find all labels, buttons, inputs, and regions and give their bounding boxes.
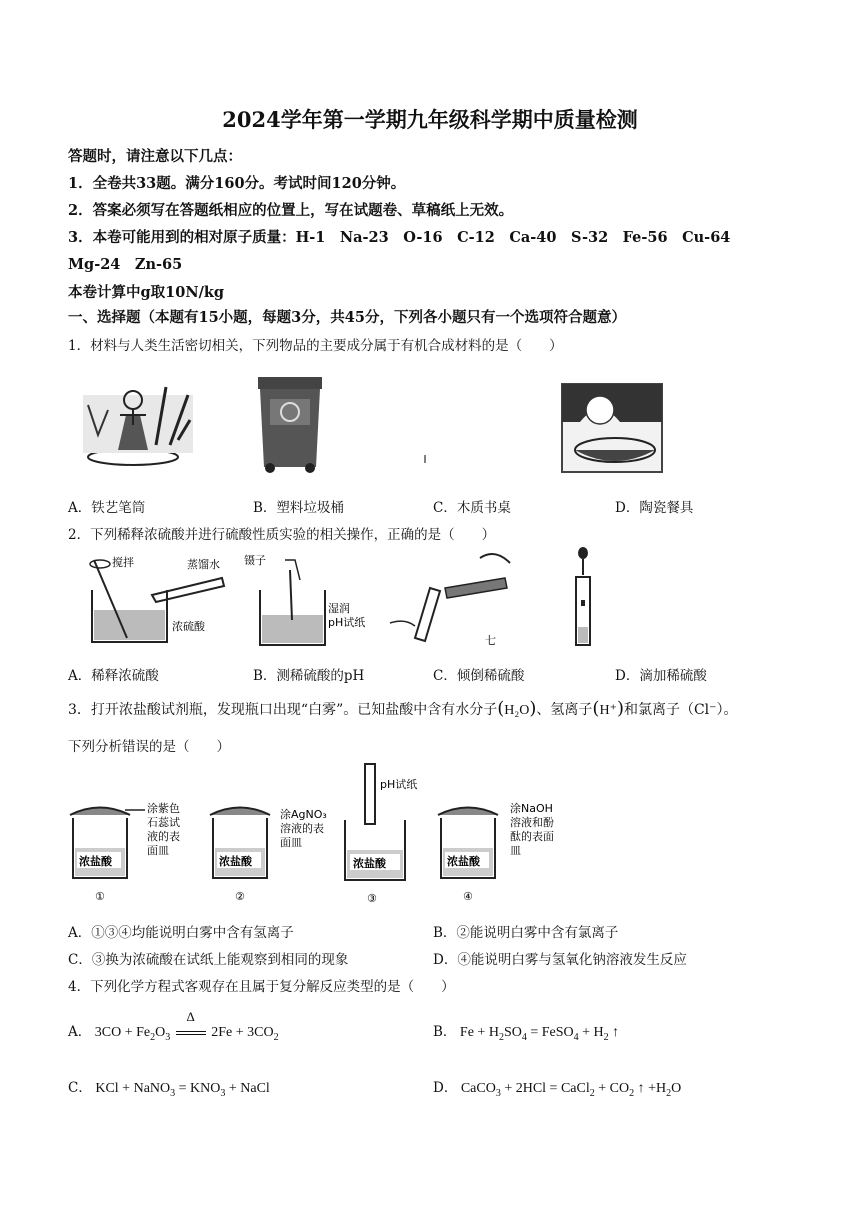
q2-stem: 2．下列稀释浓硫酸并进行硫酸性质实验的相关操作，正确的是（ ）: [68, 527, 496, 543]
q3-beaker-3-label: 浓盐酸: [353, 857, 386, 870]
q4-option-d-label: D．: [433, 1080, 458, 1096]
q1-image-a-pen-holder: [78, 375, 198, 470]
note-3-cont: Mg-24 Zn-65: [68, 256, 183, 273]
q3-option-d[interactable]: D．④能说明白雾与氢氧化钠溶液发生反应: [433, 952, 687, 968]
q3-beaker-3: [345, 764, 417, 905]
q4-stem: 4．下列化学方程式客观存在且属于复分解反应类型的是（ ）: [68, 979, 455, 995]
q3-ph-label: pH试纸: [380, 778, 418, 791]
q3-stem-line1: 3．打开浓盐酸试剂瓶，发现瓶口出现“白雾”。已知盐酸中含有水分子(H₂O)、氢离子(H⁺)和氯离子（Cl⁻）。: [68, 698, 738, 719]
q4-option-a[interactable]: A． $3CO + Fe_2O_3$ Δ $2Fe + 3CO_2$: [68, 1009, 279, 1043]
q3-num-2: ②: [235, 890, 245, 903]
q1-image-d-ceramic-tableware: [560, 382, 665, 474]
svg-text:七: 七: [485, 634, 496, 647]
q2-label-ph-paper: pH试纸: [328, 616, 366, 629]
q3-num-4: ④: [463, 890, 473, 903]
q3-beaker-1-label: 浓盐酸: [79, 855, 112, 868]
note-2: 2．答案必须写在答题纸相应的位置上，写在试题卷、草稿纸上无效。: [68, 202, 514, 219]
q2-option-b[interactable]: B．测稀硫酸的pH: [253, 668, 365, 684]
q1-stem: 1．材料与人类生活密切相关，下列物品的主要成分属于有机合成材料的是（ ）: [68, 338, 563, 354]
q3-beaker-4: [438, 802, 554, 903]
q3-beaker-2-label: 浓盐酸: [219, 855, 252, 868]
q3-beaker-4-label: 浓盐酸: [447, 855, 480, 868]
q2-option-c[interactable]: C．倾倒稀硫酸: [433, 668, 525, 684]
q3-option-c[interactable]: C．③换为浓硫酸在试纸上能观察到相同的现象: [68, 952, 349, 968]
q1-image-b-trash-bin: [250, 375, 330, 475]
q3-stem-end: 和氯离子（Cl⁻）。: [623, 702, 738, 718]
q2-figure-b-ph: [240, 550, 370, 650]
q3-num-1: ①: [95, 890, 105, 903]
q3-stem-text: 3．打开浓盐酸试剂瓶，发现瓶口出现“白雾”。已知盐酸中含有水分子: [68, 702, 498, 718]
q1-option-c[interactable]: C．木质书桌: [433, 500, 511, 516]
q4-option-b[interactable]: B． $Fe + H_2SO_4$ = FeSO$_4$ + $H_2$ ↑: [433, 1024, 620, 1043]
q3-c4-line1: 涂NaOH: [510, 802, 553, 815]
q3-c1-line3: 液的表: [147, 830, 180, 843]
q1-option-b[interactable]: B．塑料垃圾桶: [253, 500, 344, 516]
q4-option-c[interactable]: C． KCl + NaNO$_3$ = $KNO_3$ + NaCl: [68, 1080, 270, 1099]
q4-option-c-label: C．: [68, 1080, 92, 1096]
q4-option-b-label: B．: [433, 1024, 457, 1040]
section-heading: 一、选择题（本题有15小题，每题3分，共45分，下列各小题只有一个选项符合题意）: [68, 309, 626, 326]
q3-option-b[interactable]: B．②能说明白雾中含有氯离子: [433, 925, 619, 941]
q4-heat-symbol: Δ: [186, 1009, 195, 1024]
q3-stem-mid: 、氢离子: [536, 702, 593, 718]
q2-label-water: 蒸馏水: [187, 558, 220, 571]
note-3: 3．本卷可能用到的相对原子质量：H-1 Na-23 O-16 C-12 Ca-40 S-32 Fe-56 Cu-64: [68, 229, 731, 246]
q2-option-d[interactable]: D．滴加稀硫酸: [615, 668, 707, 684]
q3-c1-line1: 涂紫色: [147, 802, 180, 815]
q3-formula-hplus: H⁺: [599, 703, 617, 718]
q3-beaker-1: [70, 801, 180, 903]
q3-c4-line2: 溶液和酚: [510, 816, 554, 829]
q2-option-a[interactable]: A．稀释浓硫酸: [68, 668, 159, 684]
q3-num-3: ③: [367, 892, 377, 905]
q3-c4-line4: 皿: [510, 844, 521, 857]
q1-image-c-desk: [415, 375, 535, 470]
q3-c1-line4: 面皿: [147, 844, 169, 857]
notes-heading: 答题时，请注意以下几点：: [68, 148, 242, 165]
q3-stem-line2: 下列分析错误的是（ ）: [68, 739, 230, 755]
q2-label-stir: 搅拌: [112, 556, 134, 569]
q2-label-ph-wet: 湿润: [328, 602, 350, 615]
q3-c4-line3: 酞的表面: [510, 830, 554, 843]
q2-label-acid: 浓硫酸: [172, 620, 205, 633]
q3-figure-beakers: [65, 760, 585, 908]
page-title: 2024学年第一学期九年级科学期中质量检测: [222, 107, 638, 132]
q2-figure-c-pour: [385, 548, 525, 648]
q3-c2-line3: 面皿: [280, 836, 302, 849]
note-1: 1．全卷共33题。满分160分。考试时间120分钟。: [68, 175, 406, 192]
q3-c2-line1: 涂AgNO₃: [280, 808, 327, 821]
note-g: 本卷计算中g取10N/kg: [68, 284, 225, 301]
q4-option-d[interactable]: D． CaCO$_3$ + 2HCl = CaCl$_2$ + $CO_2$ ↑ $+H_2O$: [433, 1080, 682, 1099]
q4-option-a-label: A．: [68, 1024, 92, 1040]
q2-figure-d-dropper: [565, 545, 605, 650]
q1-option-a[interactable]: A．铁艺笔筒: [68, 500, 146, 516]
q2-label-tweezers: 镊子: [244, 554, 266, 567]
q3-c1-line2: 石蕊试: [147, 816, 180, 829]
q2-figure-a-dilute: [72, 550, 242, 650]
q3-c2-line2: 溶液的表: [280, 822, 324, 835]
q3-formula-h2o: H₂O: [504, 703, 530, 718]
q1-option-d[interactable]: D．陶瓷餐具: [615, 500, 694, 516]
q3-beaker-2: [210, 808, 327, 904]
q3-option-a[interactable]: A．①③④均能说明白雾中含有氢离子: [68, 925, 294, 941]
